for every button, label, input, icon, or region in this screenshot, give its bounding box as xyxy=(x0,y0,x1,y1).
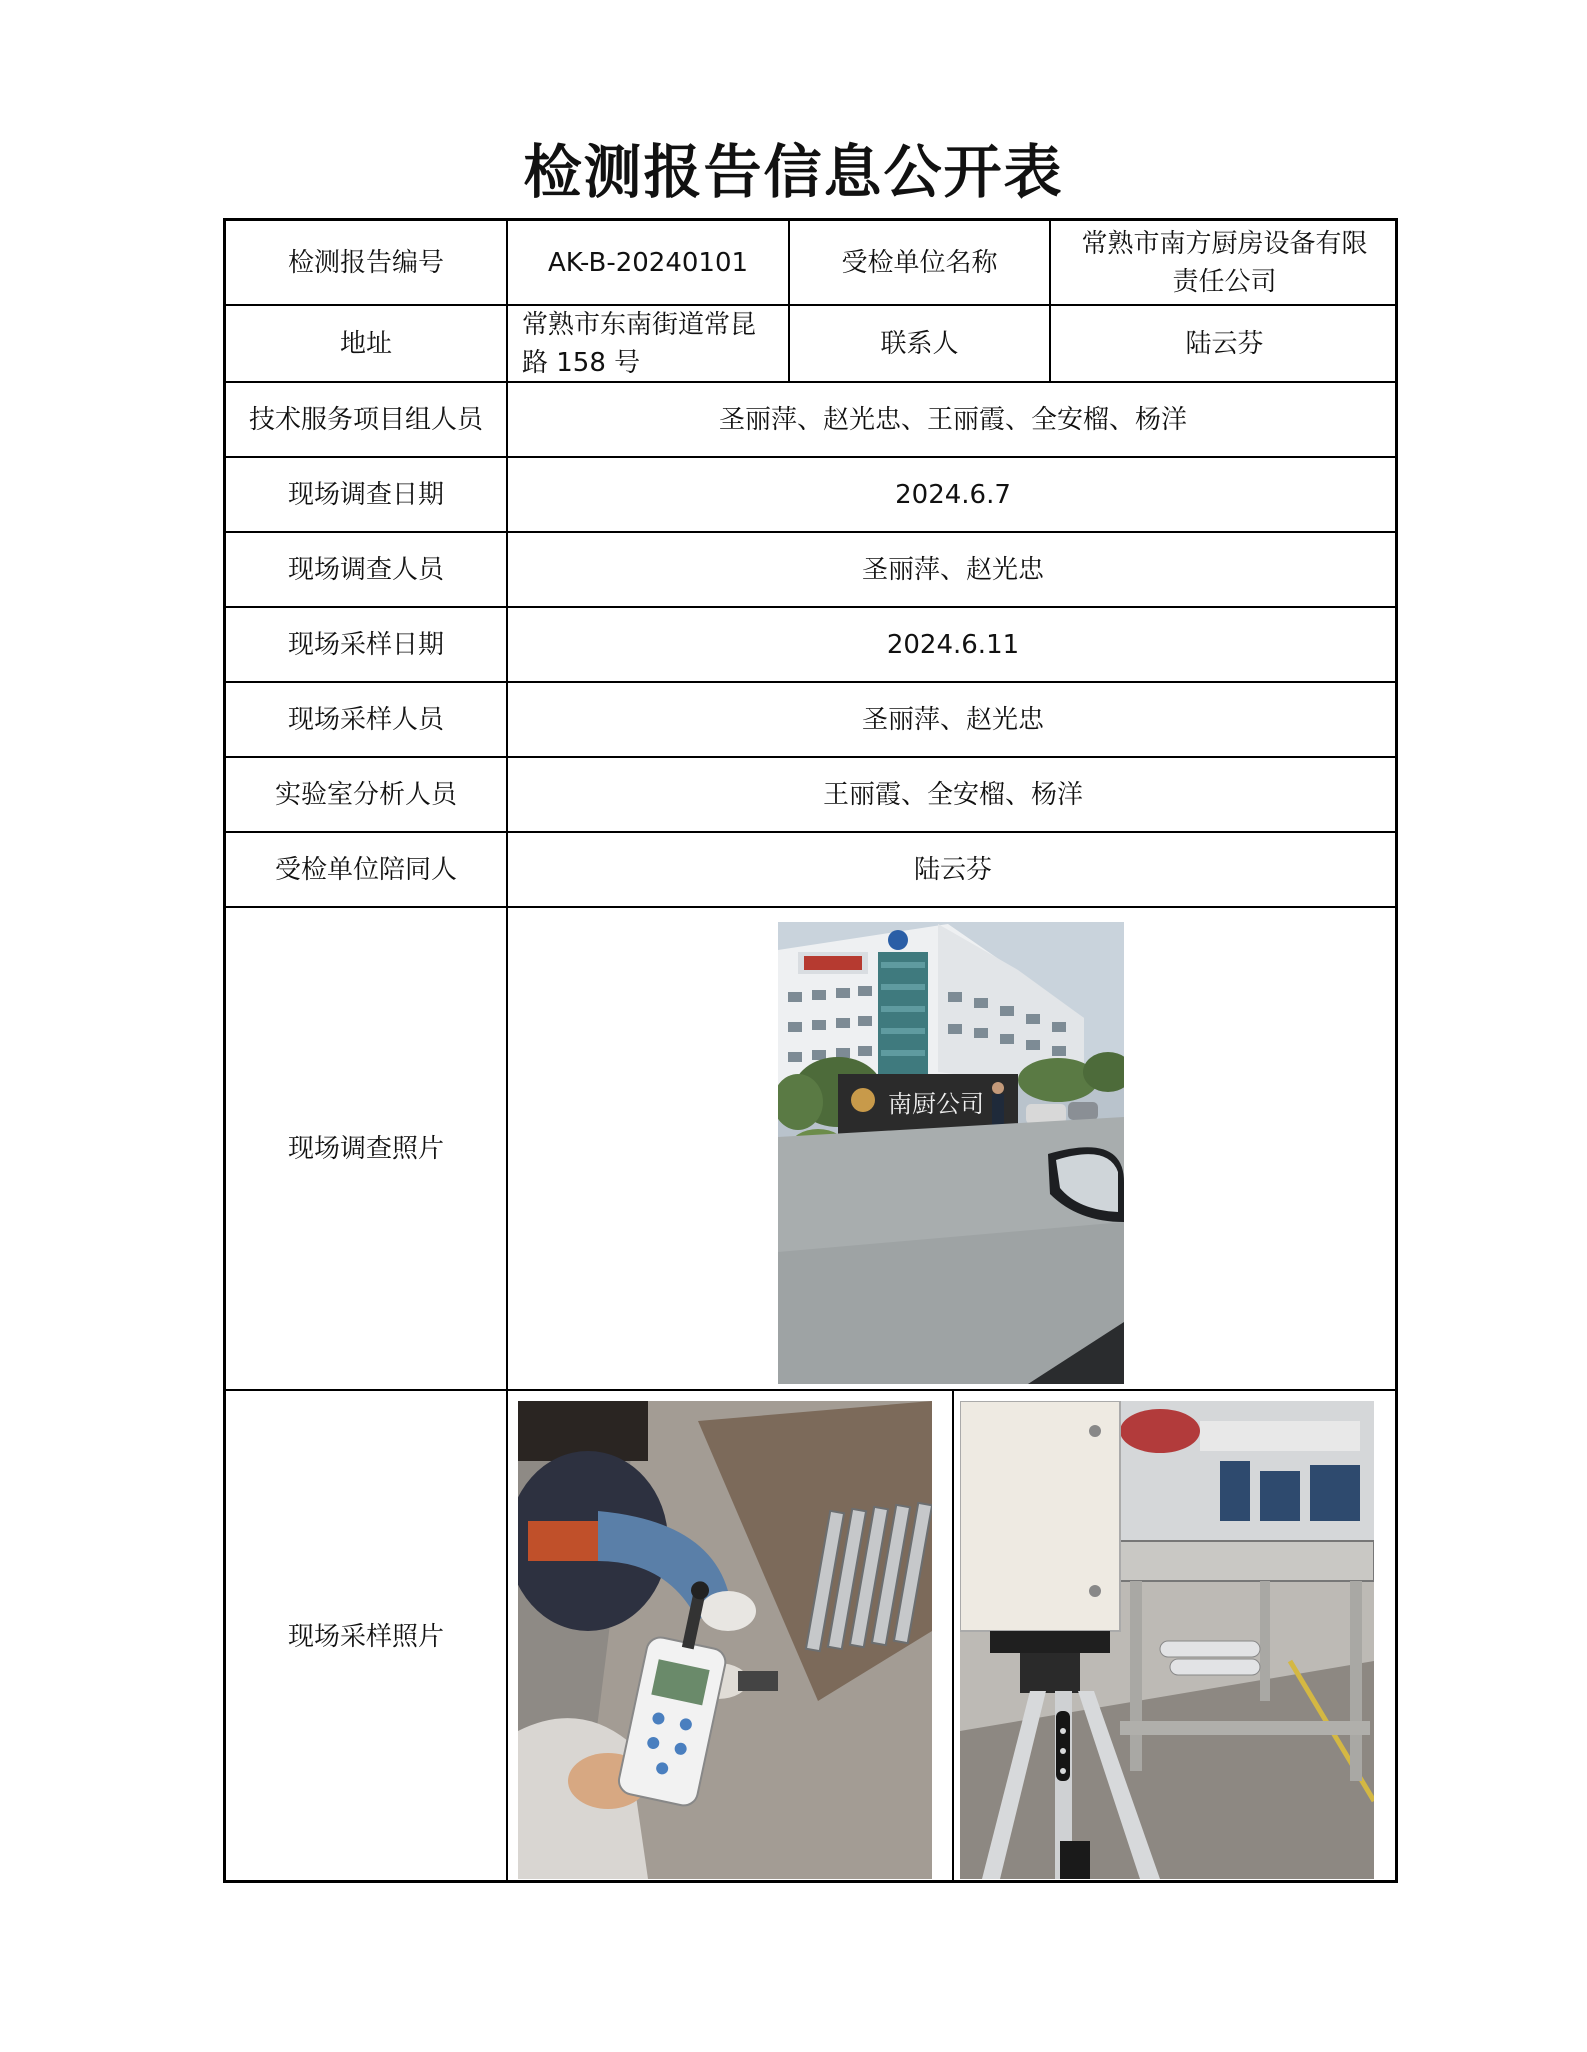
contact-label: 联系人 xyxy=(880,328,959,359)
survey-staff-label: 现场调查人员 xyxy=(287,554,444,585)
sampling-date-label: 现场采样日期 xyxy=(287,629,444,660)
project-team-value: 圣丽萍、赵光忠、王丽霞、全安榴、杨洋 xyxy=(718,404,1187,435)
address-label: 地址 xyxy=(339,328,392,359)
noise-meter-measurement-image xyxy=(518,1401,932,1879)
lab-staff-value: 王丽霞、全安榴、杨洋 xyxy=(822,779,1083,810)
gate-sign-text: 南厨公司 xyxy=(888,1090,984,1118)
report-info-table xyxy=(223,218,1398,1883)
page-title: 检测报告信息公开表 xyxy=(523,138,1064,206)
column-divider xyxy=(952,1389,954,1883)
address-value: 常熟市东南街道常昆路 158 号 xyxy=(522,309,757,378)
building-scene-image xyxy=(778,922,1124,1384)
escort-label: 受检单位陪同人 xyxy=(274,854,457,885)
survey-date-value: 2024.6.7 xyxy=(895,479,1011,510)
inspected-unit-value: 常熟市南方厨房设备有限责任公司 xyxy=(1081,228,1368,297)
survey-staff-value: 圣丽萍、赵光忠 xyxy=(861,554,1044,585)
survey-photo-label: 现场调查照片 xyxy=(287,1133,444,1164)
sampling-date-value: 2024.6.11 xyxy=(886,629,1020,660)
report-number-label: 检测报告编号 xyxy=(287,247,444,278)
sampling-photo-1 xyxy=(518,1401,932,1879)
report-number-value: AK-B-20240101 xyxy=(547,247,749,278)
sampling-staff-value: 圣丽萍、赵光忠 xyxy=(861,704,1044,735)
sampling-photo-2 xyxy=(960,1401,1374,1879)
escort-value: 陆云芬 xyxy=(913,854,992,885)
sampling-photo-label: 现场采样照片 xyxy=(287,1622,444,1652)
project-team-label: 技术服务项目组人员 xyxy=(248,404,483,435)
contact-value: 陆云芬 xyxy=(1185,328,1264,359)
lab-staff-label: 实验室分析人员 xyxy=(274,779,457,810)
inspected-unit-label: 受检单位名称 xyxy=(841,247,998,278)
survey-date-label: 现场调查日期 xyxy=(287,479,444,510)
survey-site-photo xyxy=(778,922,1124,1384)
workshop-sampler-image xyxy=(960,1401,1374,1879)
sampling-staff-label: 现场采样人员 xyxy=(287,704,444,735)
